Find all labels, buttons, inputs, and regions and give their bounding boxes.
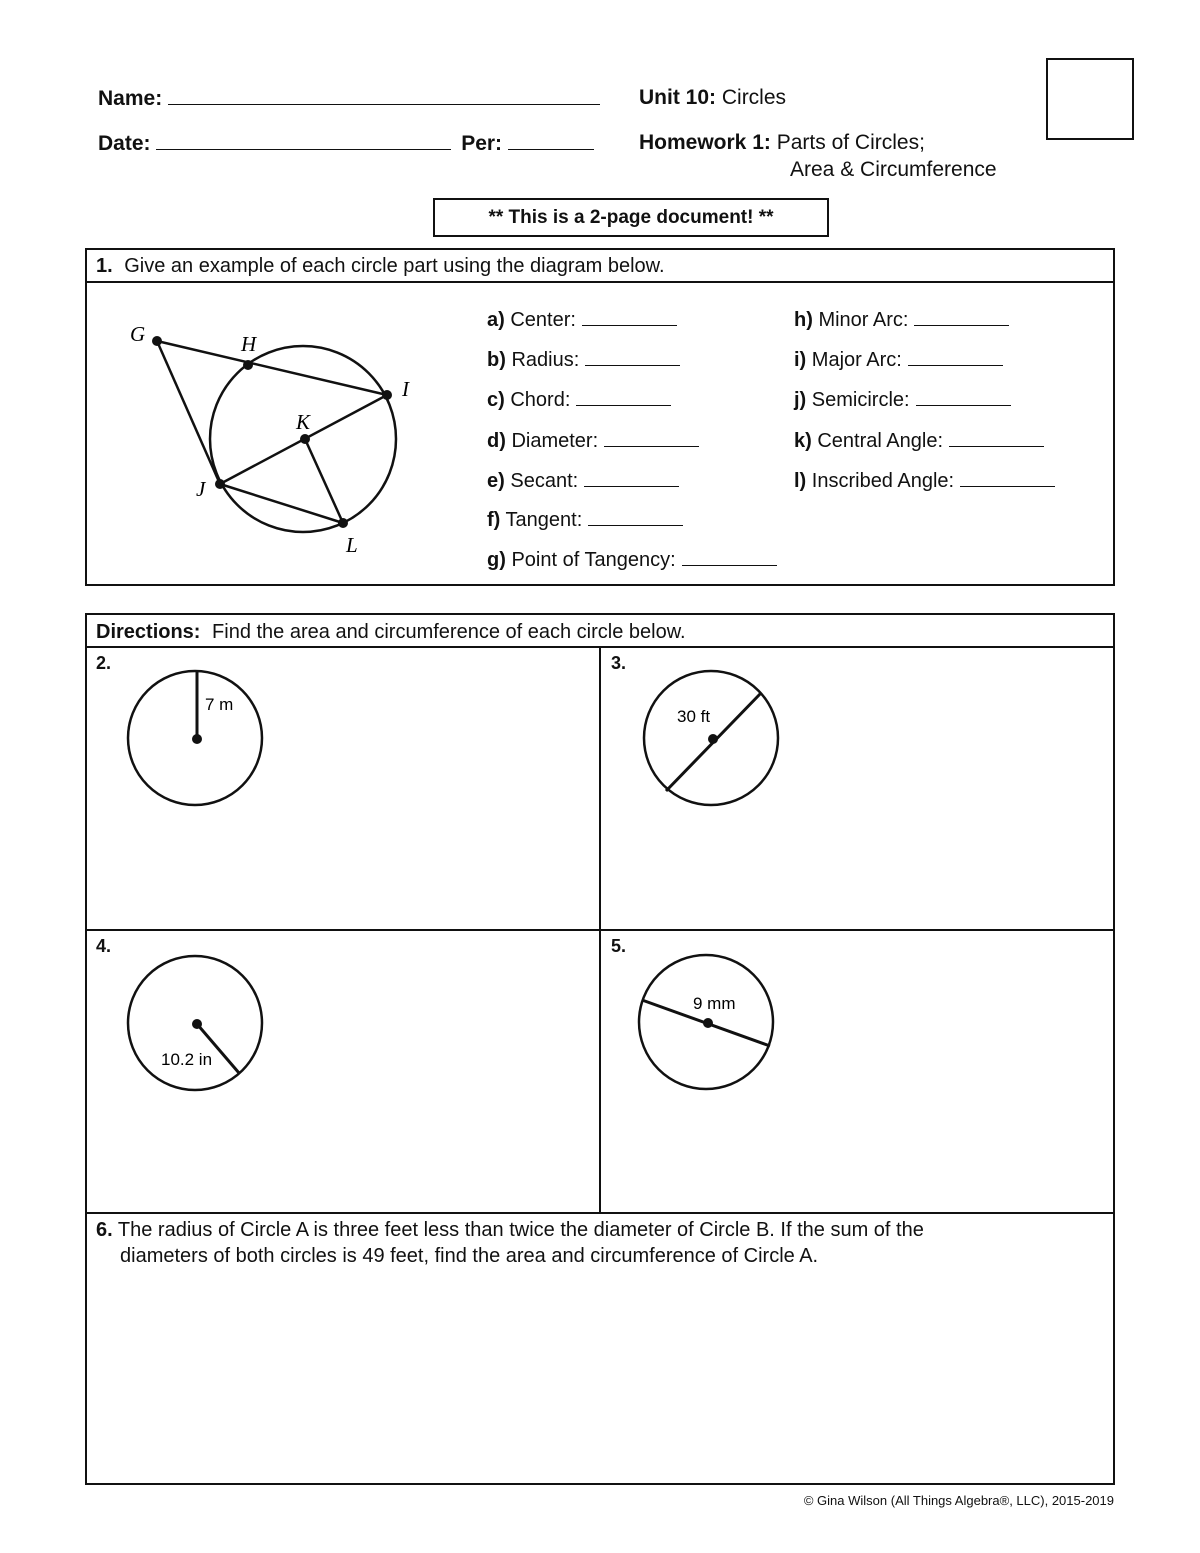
part-f: f) Tangent: (487, 507, 683, 532)
question6-text-line2: diameters of both circles is 49 feet, find the area and circumference of Circle A. (120, 1245, 819, 1267)
question6-text-line1: The radius of Circle A is three feet less than twice the diameter of Circle B. If the sum of the (117, 1219, 924, 1241)
point-J-label: J (196, 477, 206, 501)
problem4-circle (120, 947, 270, 1097)
question6-number: 6. (96, 1219, 113, 1241)
chord-JL (220, 484, 343, 523)
directions (96, 621, 686, 644)
circle-parts-diagram (100, 290, 460, 580)
grid-row-divider (85, 929, 1115, 931)
part-d: d) Diameter: (487, 428, 699, 453)
point-H-label: H (241, 332, 257, 356)
homework-label: Homework 1: (639, 131, 771, 154)
part-b-answer[interactable] (585, 347, 680, 366)
point-I-label: I (402, 377, 409, 401)
point-G-dot (152, 336, 162, 346)
directions-text: Find the area and circumference of each circle below. (212, 621, 686, 643)
problem3-center (708, 734, 718, 744)
part-g-answer[interactable] (682, 547, 777, 566)
problem4-center (192, 1019, 202, 1029)
part-a: a) Center: (487, 307, 677, 332)
point-G-label: G (130, 322, 146, 346)
point-H-dot (243, 360, 253, 370)
part-c: c) Chord: (487, 387, 671, 412)
part-j: j) Semicircle: (794, 387, 1011, 412)
problem5-number: 5. (611, 936, 627, 956)
two-page-notice: ** This is a 2-page document! ** (433, 198, 829, 237)
copyright-footer: © Gina Wilson (All Things Algebra®, LLC), 2015-2019 (803, 1493, 1114, 1508)
problem2-number: 2. (96, 653, 112, 673)
part-k-answer[interactable] (949, 428, 1044, 447)
part-j-answer[interactable] (916, 387, 1011, 406)
point-I-dot (382, 390, 392, 400)
part-h: h) Minor Arc: (794, 307, 1009, 332)
homework-title-line2: Area & Circumference (790, 158, 997, 181)
secant-line-GI (157, 341, 387, 395)
name-field[interactable] (168, 86, 600, 105)
name-row (98, 86, 600, 111)
homework-row (639, 131, 925, 155)
part-l: l) Inscribed Angle: (794, 468, 1055, 493)
date-row (98, 131, 594, 156)
problem5-circle (631, 947, 781, 1097)
part-c-answer[interactable] (576, 387, 671, 406)
period-field[interactable] (508, 131, 594, 150)
question1-number: 1. (96, 255, 113, 277)
problem5-measure: 9 mm (693, 994, 736, 1013)
unit-value: Circles (721, 86, 787, 109)
part-i: i) Major Arc: (794, 347, 1003, 372)
problem2-measure: 7 m (205, 695, 234, 714)
part-k: k) Central Angle: (794, 428, 1044, 453)
part-e: e) Secant: (487, 468, 679, 493)
score-box[interactable] (1046, 58, 1134, 140)
point-L-dot (338, 518, 348, 528)
part-b: b) Radius: (487, 347, 680, 372)
date-label: Date: (98, 132, 151, 155)
problem5-center (703, 1018, 713, 1028)
part-f-answer[interactable] (588, 507, 683, 526)
point-K-label: K (296, 410, 311, 434)
per-label: Per: (461, 132, 503, 155)
unit-row (639, 86, 786, 110)
part-l-answer[interactable] (960, 468, 1055, 487)
part-a-answer[interactable] (582, 307, 677, 326)
unit-label: Unit 10: (639, 86, 717, 109)
part-e-answer[interactable] (584, 468, 679, 487)
part-i-answer[interactable] (908, 347, 1003, 366)
point-J-dot (215, 479, 225, 489)
problem2-center (192, 734, 202, 744)
point-K-dot (300, 434, 310, 444)
problem3-number: 3. (611, 653, 627, 673)
radius-KL (305, 439, 343, 523)
homework-title-line1: Parts of Circles; (776, 131, 925, 154)
question1-divider (85, 281, 1115, 283)
part-h-answer[interactable] (914, 307, 1009, 326)
question1-text: Give an example of each circle part using the diagram below. (124, 255, 665, 277)
problem3-circle (636, 662, 786, 812)
directions-label: Directions: (96, 621, 201, 643)
problem3-measure: 30 ft (677, 707, 711, 726)
problem4-measure: 10.2 in (161, 1050, 213, 1069)
problem4-number: 4. (96, 936, 112, 956)
part-d-answer[interactable] (604, 428, 699, 447)
part-g: g) Point of Tangency: (487, 547, 777, 572)
question1-prompt (96, 255, 665, 278)
date-field[interactable] (156, 131, 451, 150)
question6-line1 (96, 1219, 924, 1242)
problem2-circle (120, 662, 270, 812)
tangent-line-GJ (157, 341, 220, 484)
name-label: Name: (98, 87, 163, 110)
point-L-label: L (346, 533, 358, 557)
question6-divider (85, 1212, 1115, 1214)
